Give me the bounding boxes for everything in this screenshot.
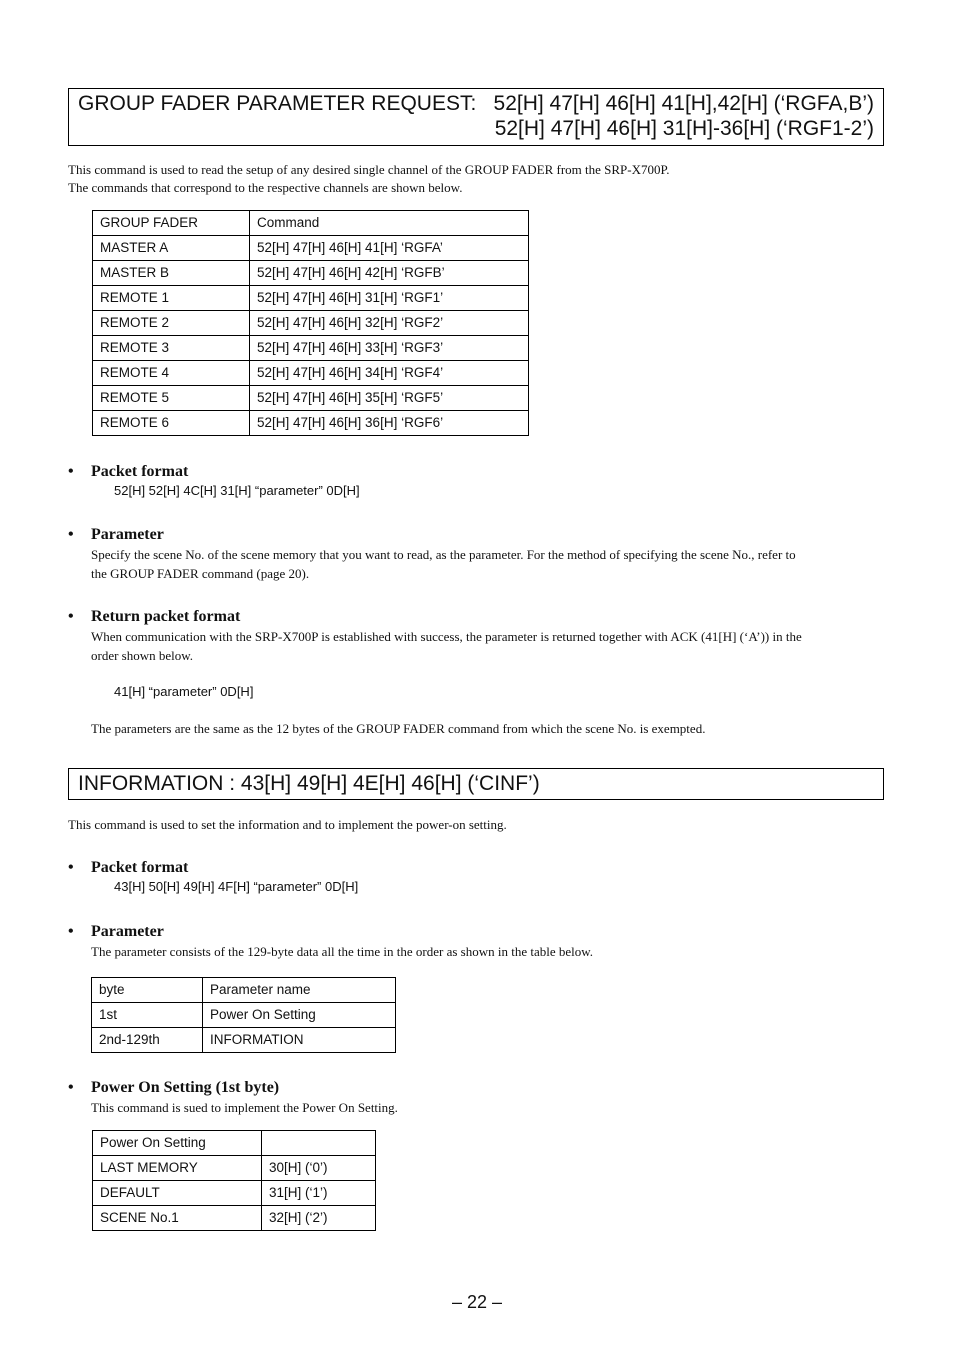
table-row [93, 261, 529, 286]
section-title-group-fader-request [68, 88, 884, 146]
return-packet-line-1: When communication with the SRP-X700P is established with success, the parameter is returned together with ACK (41[H] (‘A’)) in the [91, 629, 802, 644]
heading-text: Packet format [91, 859, 189, 876]
bullet-icon: • [68, 608, 74, 625]
table-cell-byte: 2nd-129th [92, 1028, 203, 1053]
table-cell-command: 52[H] 47[H] 46[H] 36[H] ‘RGF6’ [250, 411, 529, 436]
table-cell-setting: DEFAULT [93, 1181, 262, 1206]
parameter-line-2: the GROUP FADER command (page 20). [91, 566, 310, 581]
table-row [93, 311, 529, 336]
table-cell-code: 30[H] (‘0’) [262, 1156, 376, 1181]
table-cell-name: INFORMATION [203, 1028, 396, 1053]
title-prefix: GROUP FADER PARAMETER REQUEST: [78, 92, 477, 115]
table-row [93, 386, 529, 411]
table-cell-code: 31[H] (‘1’) [262, 1181, 376, 1206]
group-fader-command-table [92, 210, 529, 436]
table-cell-channel: REMOTE 1 [93, 286, 250, 311]
table-row [93, 336, 529, 361]
return-packet-heading [68, 608, 240, 626]
table-header-cell: Command [250, 211, 529, 236]
table-cell-command: 52[H] 47[H] 46[H] 32[H] ‘RGF2’ [250, 311, 529, 336]
table-cell-byte: 1st [92, 1003, 203, 1028]
intro-line-2: The commands that correspond to the respective channels are shown below. [68, 180, 463, 195]
table-header-row [93, 1131, 376, 1156]
table-cell-channel: MASTER A [93, 236, 250, 261]
heading-text: Packet format [91, 463, 189, 480]
table-row [93, 1156, 376, 1181]
information-intro: This command is used to set the information and to implement the power-on setting. [68, 817, 507, 832]
parameter-table [91, 977, 396, 1053]
table-cell-channel: MASTER B [93, 261, 250, 286]
table-cell-setting: SCENE No.1 [93, 1206, 262, 1231]
return-packet-code: 41[H] “parameter” 0D[H] [114, 684, 254, 699]
table-cell-name: Power On Setting [203, 1003, 396, 1028]
section-title-information [68, 768, 884, 800]
table-header-cell: GROUP FADER [93, 211, 250, 236]
table-cell-command: 52[H] 47[H] 46[H] 35[H] ‘RGF5’ [250, 386, 529, 411]
table-header-cell: Parameter name [203, 978, 396, 1003]
packet-format-code: 52[H] 52[H] 4C[H] 31[H] “parameter” 0D[H] [114, 483, 360, 498]
page-number: – 22 – [451, 1292, 503, 1312]
bullet-icon: • [68, 1079, 74, 1096]
table-header-row [93, 211, 529, 236]
table-cell-command: 52[H] 47[H] 46[H] 34[H] ‘RGF4’ [250, 361, 529, 386]
bullet-icon: • [68, 463, 74, 480]
return-packet-line-2: order shown below. [91, 648, 194, 663]
return-packet-note: The parameters are the same as the 12 bytes of the GROUP FADER command from which the scene No. is exempted. [91, 721, 706, 736]
packet-format-code: 43[H] 50[H] 49[H] 4F[H] “parameter” 0D[H] [114, 879, 359, 894]
table-cell-channel: REMOTE 5 [93, 386, 250, 411]
table-cell-channel: REMOTE 6 [93, 411, 250, 436]
table-header-cell: Power On Setting [93, 1131, 262, 1156]
table-cell-code: 32[H] (‘2’) [262, 1206, 376, 1231]
table-cell-command: 52[H] 47[H] 46[H] 42[H] ‘RGFB’ [250, 261, 529, 286]
heading-text: Return packet format [91, 608, 241, 625]
table-row [93, 236, 529, 261]
table-cell-setting: LAST MEMORY [93, 1156, 262, 1181]
packet-format-heading [68, 859, 188, 877]
bullet-icon: • [68, 859, 74, 876]
table-row [93, 361, 529, 386]
table-row [93, 1181, 376, 1206]
title-line-2: 52[H] 47[H] 46[H] 31[H]-36[H] (‘RGF1-2’) [494, 117, 874, 140]
bullet-icon: • [68, 526, 74, 543]
table-header-cell: byte [92, 978, 203, 1003]
intro-line-1: This command is used to read the setup of any desired single channel of the GROUP FADER from the SRP-X700P. [68, 162, 670, 177]
table-cell-channel: REMOTE 2 [93, 311, 250, 336]
table-row [93, 411, 529, 436]
table-row [93, 1206, 376, 1231]
packet-format-heading [68, 463, 188, 481]
table-cell-channel: REMOTE 4 [93, 361, 250, 386]
power-on-table [92, 1130, 376, 1231]
title-text: INFORMATION : 43[H] 49[H] 4E[H] 46[H] (‘CINF’) [78, 772, 540, 795]
table-row [92, 1003, 396, 1028]
parameter-line-1: Specify the scene No. of the scene memory that you want to read, as the parameter. For the method of specifying the scene No., refer to [91, 547, 796, 562]
heading-text: Parameter [91, 526, 164, 543]
table-cell-channel: REMOTE 3 [93, 336, 250, 361]
table-header-cell [262, 1131, 376, 1156]
bullet-icon: • [68, 923, 74, 940]
power-on-heading [68, 1079, 279, 1097]
title-line-1: 52[H] 47[H] 46[H] 41[H],42[H] (‘RGFA,B’) [493, 92, 874, 115]
table-cell-command: 52[H] 47[H] 46[H] 31[H] ‘RGF1’ [250, 286, 529, 311]
parameter-heading [68, 923, 164, 941]
parameter-line-1: The parameter consists of the 129-byte data all the time in the order as shown in the table below. [91, 944, 594, 959]
heading-text: Power On Setting (1st byte) [91, 1079, 280, 1096]
power-on-line-1: This command is sued to implement the Power On Setting. [91, 1100, 398, 1115]
table-row [92, 1028, 396, 1053]
table-cell-command: 52[H] 47[H] 46[H] 33[H] ‘RGF3’ [250, 336, 529, 361]
table-row [93, 286, 529, 311]
table-header-row [92, 978, 396, 1003]
table-cell-command: 52[H] 47[H] 46[H] 41[H] ‘RGFA’ [250, 236, 529, 261]
heading-text: Parameter [91, 923, 164, 940]
parameter-heading [68, 526, 164, 544]
